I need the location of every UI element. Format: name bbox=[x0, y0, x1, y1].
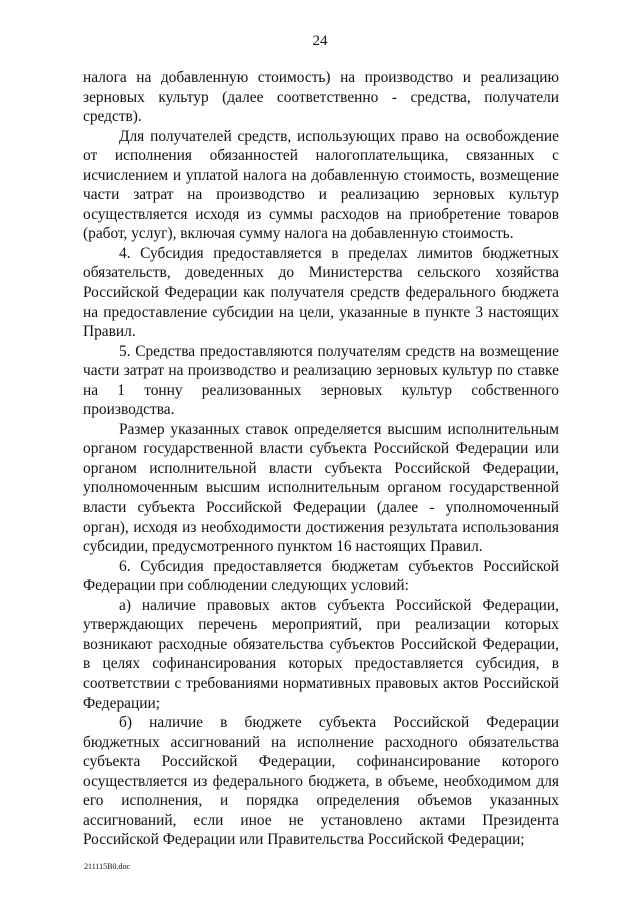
paragraph-condition-a: а) наличие правовых актов субъекта Российской Федерации, утверждающих перечень мероприятий, при реализации которых возникают расходные обязательства субъектов Российской Федерации, в целях софинансирования которых предоставляется субсидия, в соответствии с требованиями нормативных правовых актов Российской Федерации; bbox=[83, 596, 559, 712]
paragraph-rate-size: Размер указанных ставок определяется высшим исполнительным органом государственной власти субъекта Российской Федерации или органом исполнительной власти субъекта Российской Федерации, уполномоченным высшим исполнительным органом государственной власти субъекта Российской Федерации (далее - уполномоченный орган), исходя из необходимости достижения результата использования субсидии, предусмотренного пунктом 16 настоящих Правил. bbox=[83, 420, 559, 556]
paragraph-condition-b: б) наличие в бюджете субъекта Российской Федерации бюджетных ассигнований на исполнение расходного обязательства субъекта Российской Федерации, софинансирование которого осуществляется из федерального бюджета, в объеме, необходимом для его исполнения, и порядка определения объемов указанных ассигнований, если иное не установлено актами Президента Российской Федерации или Правительства Российской Федерации; bbox=[83, 714, 559, 849]
paragraph-item-5: 5. Средства предоставляются получателям средств на возмещение части затрат на производство и реализацию зерновых культур по ставке на 1 тонну реализованных зерновых культур собственного производства. bbox=[83, 342, 559, 419]
document-body bbox=[83, 68, 559, 850]
paragraph-continuation: налога на добавленную стоимость) на производство и реализацию зерновых культур (далее соответственно - средства, получатели средств). bbox=[83, 69, 559, 126]
page-number: 24 bbox=[312, 33, 328, 49]
paragraph-vat-exemption: Для получателей средств, использующих право на освобождение от исполнения обязанностей налогоплательщика, связанных с исчислением и уплатой налога на добавленную стоимость, возмещение части затрат на производство и реализацию зерновых культур осуществляется исходя из суммы расходов на приобретение товаров (работ, услуг), включая сумму налога на добавленную стоимость. bbox=[83, 127, 559, 243]
paragraph-item-6: 6. Субсидия предоставляется бюджетам субъектов Российской Федерации при соблюдении следующих условий: bbox=[83, 557, 559, 595]
paragraph-item-4: 4. Субсидия предоставляется в пределах лимитов бюджетных обязательств, доведенных до Министерства сельского хозяйства Российской Федерации как получателя средств федерального бюджета на предоставление субсидии на цели, указанные в пункте 3 настоящих Правил. bbox=[83, 244, 559, 341]
document-footer-code: 211115B0.doc bbox=[84, 862, 130, 871]
